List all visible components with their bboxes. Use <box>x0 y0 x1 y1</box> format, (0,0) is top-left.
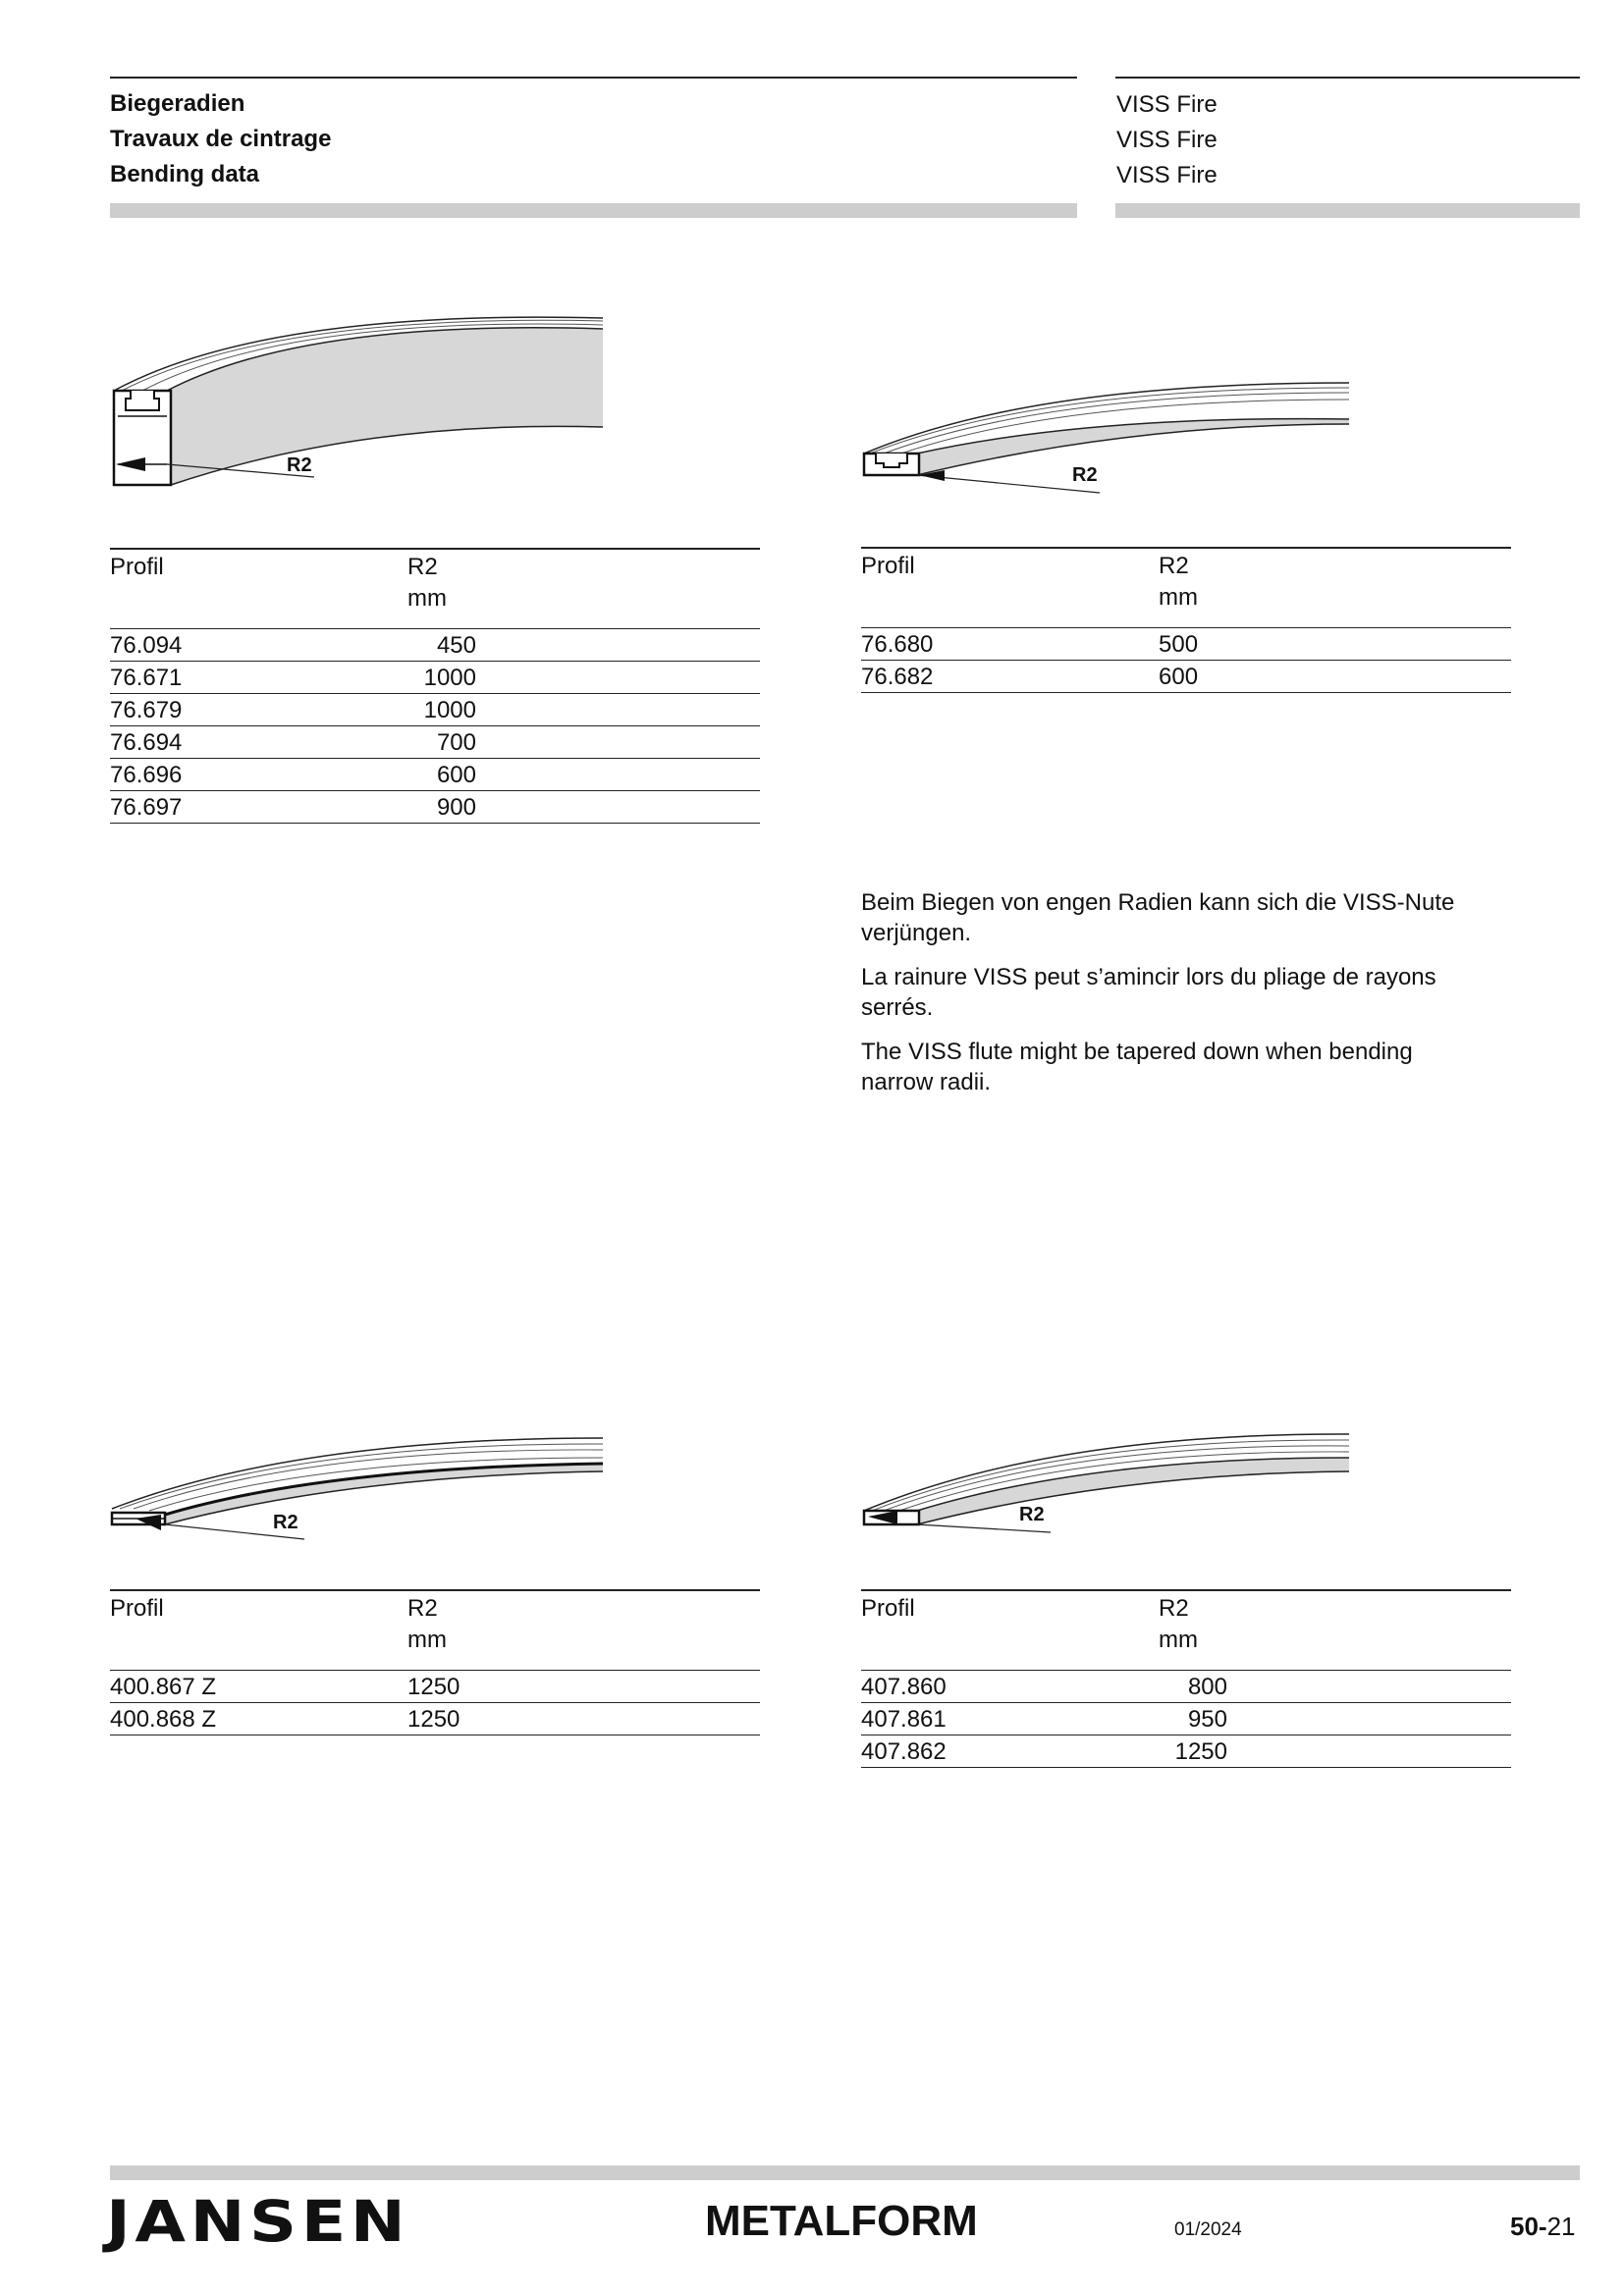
table-row: 400.867 Z 1250 <box>110 1671 760 1703</box>
r2-label-3: R2 <box>273 1512 298 1533</box>
table-row: 407.861 950 <box>861 1703 1511 1735</box>
title-en: Bending data <box>110 161 260 187</box>
bending-note <box>861 887 1470 1111</box>
col-r2-unit: mm <box>1159 583 1198 611</box>
r2-label-2: R2 <box>1072 464 1098 486</box>
issue-date: 01/2024 <box>1174 2219 1242 2240</box>
metalform-brand: METALFORM <box>705 2197 978 2245</box>
title-de: Biegeradien <box>110 90 245 117</box>
table-4 <box>861 1589 1511 1768</box>
header-titles <box>110 86 331 192</box>
table-1 <box>110 548 760 824</box>
bending-diagram-3 <box>98 1428 619 1546</box>
table-3 <box>110 1589 760 1735</box>
header-band-right <box>1115 203 1580 218</box>
product-de: VISS Fire <box>1116 91 1218 118</box>
col-r2-unit: mm <box>1159 1626 1198 1653</box>
note-en: The VISS flute might be tapered down when bending narrow radii. <box>861 1039 1413 1095</box>
header-rule-right <box>1115 77 1580 79</box>
table-row: 76.094 450 <box>110 629 760 662</box>
table-row: 400.868 Z 1250 <box>110 1703 760 1735</box>
table-row: 76.694 700 <box>110 726 760 759</box>
note-de: Beim Biegen von engen Radien kann sich die VISS-Nute verjüngen. <box>861 889 1455 946</box>
table-row: 76.680 500 <box>861 628 1511 661</box>
col-r2-unit: mm <box>407 584 447 612</box>
table-row: 407.862 1250 <box>861 1735 1511 1768</box>
table-row: 76.671 1000 <box>110 662 760 694</box>
bending-diagram-4 <box>854 1428 1375 1546</box>
page-number <box>1510 2211 1576 2242</box>
col-profil-header: Profil <box>861 1594 915 1622</box>
col-r2-header: R2 <box>407 553 438 580</box>
col-profil-header: Profil <box>110 1594 164 1622</box>
bending-diagram-1 <box>98 304 619 501</box>
bending-diagram-2 <box>854 373 1375 510</box>
r2-label-1: R2 <box>287 454 312 476</box>
page-section: 50- <box>1510 2212 1547 2241</box>
col-r2-header: R2 <box>1159 1594 1189 1622</box>
page-index: 21 <box>1546 2212 1576 2241</box>
r2-label-4: R2 <box>1019 1504 1045 1525</box>
footer-band <box>110 2165 1580 2180</box>
col-r2-header: R2 <box>407 1594 438 1622</box>
header-band-left <box>110 203 1077 218</box>
table-row: 76.697 900 <box>110 791 760 824</box>
col-r2-unit: mm <box>407 1626 447 1653</box>
table-row: 76.682 600 <box>861 661 1511 693</box>
product-fr: VISS Fire <box>1116 127 1218 153</box>
table-row: 76.679 1000 <box>110 694 760 726</box>
note-fr: La rainure VISS peut s’amincir lors du pliage de rayons serrés. <box>861 964 1436 1021</box>
header-product <box>1116 87 1218 193</box>
title-fr: Travaux de cintrage <box>110 126 332 152</box>
table-row: 407.860 800 <box>861 1671 1511 1703</box>
product-en: VISS Fire <box>1116 162 1218 188</box>
jansen-logo: JANSEN <box>106 2188 410 2255</box>
header-rule-left <box>110 77 1077 79</box>
col-profil-header: Profil <box>861 552 915 579</box>
table-2 <box>861 547 1511 693</box>
col-r2-header: R2 <box>1159 552 1189 579</box>
col-profil-header: Profil <box>110 553 164 580</box>
table-row: 76.696 600 <box>110 759 760 791</box>
